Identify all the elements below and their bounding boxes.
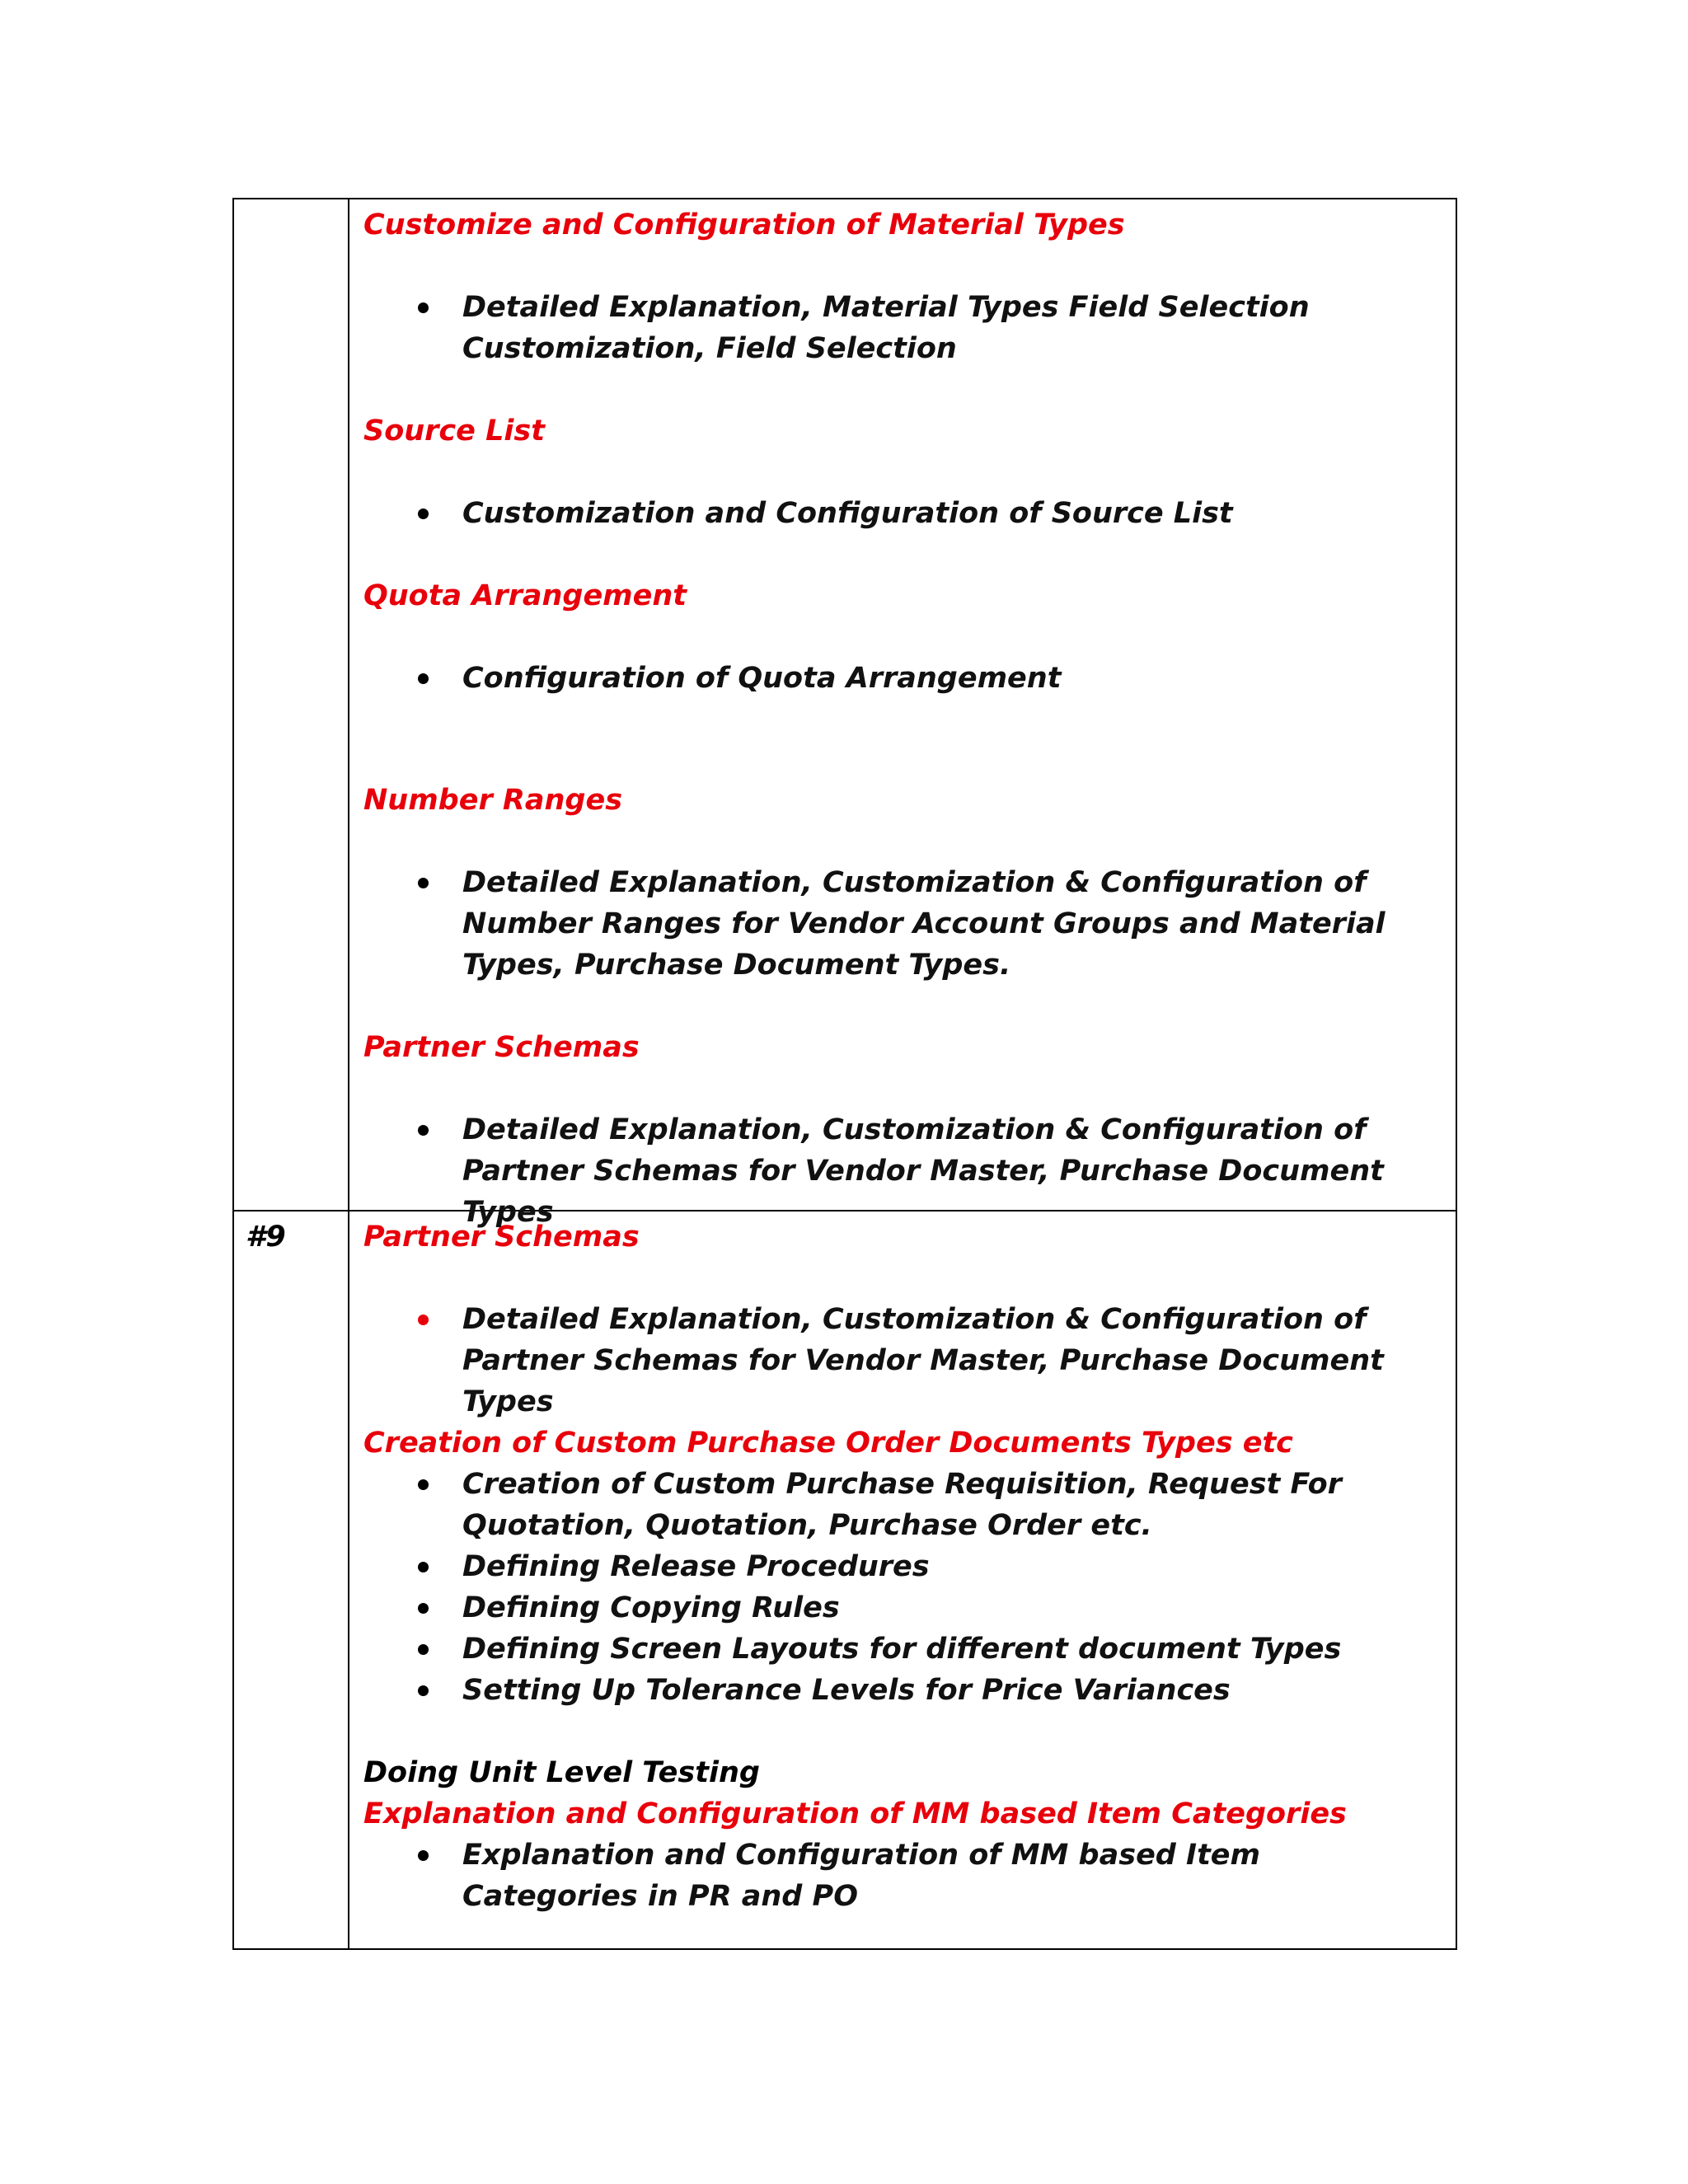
- list-item: [363, 493, 1439, 534]
- bullet-icon: [418, 878, 429, 888]
- list-item-text: Defining Release Procedures: [462, 1550, 930, 1583]
- list-item: [363, 1835, 1439, 1917]
- bullet-icon: [418, 673, 429, 684]
- section-heading: Partner Schemas: [363, 1031, 640, 1064]
- list-item-text: Customization and Configuration of Source List: [462, 497, 1233, 530]
- bullet-icon: [418, 509, 429, 519]
- bullet-icon: [418, 1850, 429, 1861]
- list-item-text: Defining Screen Layouts for different document Types: [462, 1633, 1342, 1666]
- section-heading: Creation of Custom Purchase Order Documents Types etc: [363, 1427, 1293, 1460]
- table-row: [233, 199, 1456, 1211]
- row-number-cell: [233, 199, 349, 1211]
- bullet-list: [363, 1835, 1439, 1917]
- bullet-list: [363, 1464, 1439, 1711]
- list-item: [363, 1587, 1439, 1629]
- list-item-text: Configuration of Quota Arrangement: [462, 662, 1062, 695]
- row-number: #9: [246, 1221, 286, 1254]
- syllabus-table: [232, 198, 1457, 1950]
- list-item: [363, 658, 1439, 699]
- bullet-icon: [418, 1125, 429, 1136]
- list-item-text: Detailed Explanation, Customization & Configuration of Partner Schemas for Vendor Master, Purchase Document Types: [462, 1113, 1384, 1229]
- bullet-list: [363, 1109, 1439, 1233]
- section-heading: Number Ranges: [363, 784, 623, 817]
- section-heading: Doing Unit Level Testing: [363, 1756, 760, 1789]
- row-content-cell: [349, 1211, 1456, 1949]
- bullet-list: [363, 862, 1439, 986]
- bullet-icon: [418, 1479, 429, 1490]
- list-item: [363, 1464, 1439, 1546]
- bullet-list: [363, 287, 1439, 369]
- section-heading: Quota Arrangement: [363, 579, 687, 612]
- section-heading: Source List: [363, 415, 545, 448]
- list-item: [363, 1109, 1439, 1233]
- row-content: [349, 1212, 1456, 1948]
- list-item-text: Detailed Explanation, Customization & Configuration of Number Ranges for Vendor Account Groups and Material Types, Purchase Document Types.: [462, 866, 1386, 982]
- list-item-text: Explanation and Configuration of MM based Item Categories in PR and PO: [462, 1839, 1261, 1913]
- list-item-text: Detailed Explanation, Customization & Configuration of Partner Schemas for Vendor Master, Purchase Document Types: [462, 1303, 1384, 1418]
- list-item-text: Setting Up Tolerance Levels for Price Variances: [462, 1674, 1231, 1707]
- bullet-icon: [418, 1644, 429, 1655]
- row-number-cell: [233, 1211, 349, 1949]
- list-item: [363, 862, 1439, 986]
- list-item: [363, 1670, 1439, 1711]
- table-row: [233, 1211, 1456, 1949]
- list-item: [363, 287, 1439, 369]
- bullet-list: [363, 658, 1439, 699]
- list-item-text: Creation of Custom Purchase Requisition, Request For Quotation, Quotation, Purchase Order etc.: [462, 1468, 1342, 1542]
- row-content: [349, 199, 1456, 1229]
- section-heading: Partner Schemas: [363, 1221, 640, 1254]
- row-content-cell: [349, 199, 1456, 1229]
- list-item: [363, 1299, 1439, 1422]
- bullet-icon: [418, 1315, 429, 1325]
- bullet-icon: [418, 302, 429, 313]
- list-item: [363, 1546, 1439, 1587]
- bullet-list: [363, 1299, 1439, 1422]
- section-heading: Customize and Configuration of Material Types: [363, 209, 1125, 241]
- bullet-list: [363, 493, 1439, 534]
- list-item: [363, 1629, 1439, 1670]
- row-number: [234, 199, 348, 204]
- section-heading: Explanation and Configuration of MM based Item Categories: [363, 1797, 1347, 1830]
- bullet-icon: [418, 1685, 429, 1696]
- list-item-text: Detailed Explanation, Material Types Field Selection Customization, Field Selection: [462, 291, 1310, 365]
- list-item-text: Defining Copying Rules: [462, 1591, 840, 1624]
- bullet-icon: [418, 1562, 429, 1572]
- bullet-icon: [418, 1603, 429, 1614]
